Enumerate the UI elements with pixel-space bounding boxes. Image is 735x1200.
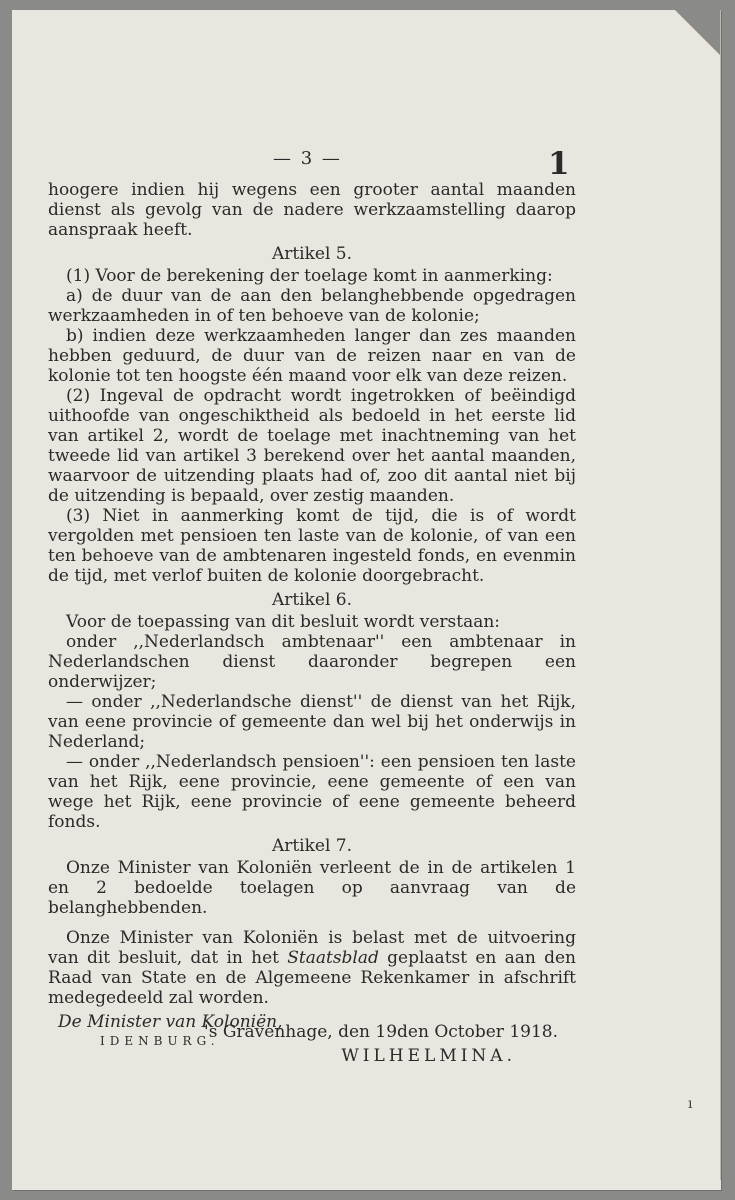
body-text — [48, 180, 576, 1066]
article-5-para-3: (3) Niet in aanmerking komt de tijd, die is of wordt vergolden met pensioen ten laste van de kolonie, of van een ten behoeve van de ambtenaren ingesteld fonds, en evenmin de tijd, met verlof buiten de kolonie doorgebracht. — [48, 506, 576, 586]
article-5-heading: Artikel 5. — [271, 244, 353, 264]
article-7-para-1: Onze Minister van Koloniën verleent de in de artikelen 1 en 2 bedoelde toelagen op aanvraag van de belanghebbenden. — [48, 858, 576, 918]
closing-text-end: geplaatst en aan den Raad van State en de Algemeene Rekenkamer in afschrift medegedeeld zal worden. — [48, 948, 577, 1008]
staatsblad-title: Staatsblad — [287, 948, 379, 968]
article-5-para-2: (2) Ingeval de opdracht wordt ingetrokken of beëindigd uithoofde van ongeschiktheid als bedoeld in het eerste lid van artikel 2, wordt de toelage met inachtneming van het tweede lid van artikel 3 berekend over het aantal maanden, waarvoor de uitzending plaats had of, zoo dit aantal niet bij de uitzending is bepaald, over zestig maanden. — [48, 386, 576, 506]
article-6-heading: Artikel 6. — [271, 590, 353, 610]
minister-name: IDENBURG. — [100, 1034, 220, 1048]
minister-title: De Minister van Koloniën, — [58, 1012, 283, 1032]
page-number: — 3 — — [273, 148, 342, 169]
article-7-heading: Artikel 7. — [271, 836, 353, 856]
article-6-para-1: Voor de toepassing van dit besluit wordt verstaan: — [66, 612, 501, 632]
article-6-para-4: — onder ,,Nederlandsch pensioen'': een pensioen ten laste van het Rijk, eene provincie, eene gemeente of een van wege het Rijk, eene provincie of eene gemeente beheerd fonds. — [48, 752, 576, 832]
date-line: 's Gravenhage, den 19den October 1918. — [204, 1022, 558, 1042]
article-5-para-1: (1) Voor de berekening der toelage komt in aanmerking: — [66, 266, 553, 286]
article-6-para-2: onder ,,Nederlandsch ambtenaar'' een ambtenaar in Nederlandschen dienst daaronder begrepen een onderwijzer; — [48, 632, 576, 692]
paper-mark: ı — [688, 1096, 693, 1112]
page-edge — [720, 10, 721, 1180]
royal-signature: WILHELMINA. — [341, 1046, 516, 1066]
page-corner — [675, 10, 721, 56]
closing-paragraph — [48, 928, 576, 1008]
article-6-para-3: — onder ,,Nederlandsche dienst'' de dienst van het Rijk, van eene provincie of gemeente dan wel bij het onderwijs in Nederland; — [48, 692, 576, 752]
article-5-para-1b: b) indien deze werkzaamheden langer dan zes maanden hebben geduurd, de duur van de reizen naar en van de kolonie tot ten hoogste één maand voor elk van deze reizen. — [48, 326, 576, 386]
closing-text-start: Onze Minister van Koloniën is belast met de uitvoering van dit besluit, dat in het — [48, 928, 576, 968]
sheet-number: 1 — [548, 146, 570, 182]
article-5-para-1a: a) de duur van de aan den belanghebbende opgedragen werkzaamheden in of ten behoeve van de kolonie; — [48, 286, 576, 326]
intro-paragraph: hoogere indien hij wegens een grooter aantal maanden dienst als gevolg van de nadere werkzaamstelling daarop aanspraak heeft. — [48, 180, 576, 240]
